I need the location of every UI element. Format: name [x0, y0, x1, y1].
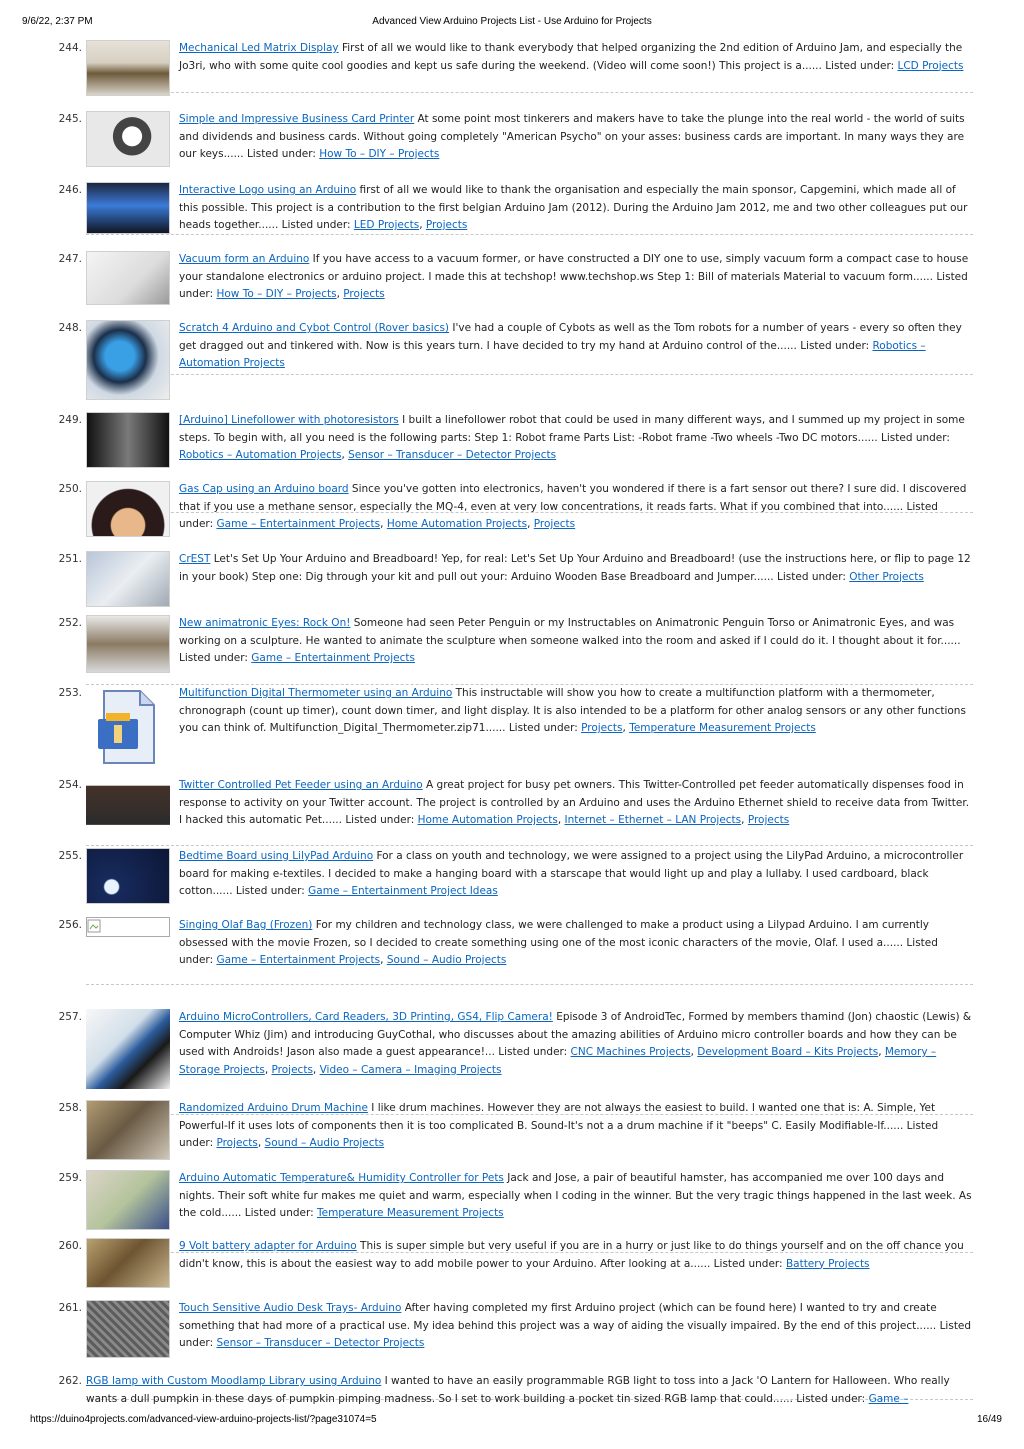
item-text: Interactive Logo using an Arduino first of all we would like to thank the organisation and especially the main sponsor, Capgemini, which made all of this possible. This project is a contribution to the first belgian Arduino Jam (2012). During the Arduino Jam 2012, me and two other colleagues put our heads together...... Listed under: LED Projects, Projects — [179, 184, 968, 231]
category-link[interactable]: Other Projects — [849, 570, 924, 583]
project-title-link[interactable]: Mechanical Led Matrix Display — [179, 42, 339, 54]
listed-under-label: Listed under: — [777, 570, 846, 583]
project-thumbnail[interactable] — [86, 412, 170, 468]
project-title-link[interactable]: Singing Olaf Bag (Frozen) — [179, 919, 313, 931]
project-title-link[interactable]: New animatronic Eyes: Rock On! — [179, 617, 351, 629]
category-link[interactable]: Battery Projects — [785, 1257, 870, 1270]
project-thumbnail[interactable] — [86, 251, 170, 305]
project-title-link[interactable]: Twitter Controlled Pet Feeder using an Arduino — [179, 779, 423, 791]
category-link[interactable]: How To – DIY – Projects — [319, 148, 440, 160]
category-link[interactable]: CNC Machines Projects — [570, 1046, 691, 1058]
print-url: https://duino4projects.com/advanced-view-arduino-projects-list/?page31074=5 — [30, 1414, 377, 1425]
project-title-link[interactable]: Touch Sensitive Audio Desk Trays- Arduino — [179, 1302, 402, 1314]
project-thumbnail[interactable] — [86, 917, 170, 937]
item-text: Randomized Arduino Drum Machine I like drum machines. However they are not always the easiest to build. I wanted one that is: A. Simple, Yet Powerful-If it uses lots of components then it is too complicated B. Sound-It's not a a drum machine if it "beeps" C. Easily Modifiable-If...... Listed under: Projects, Sound – Audio Projects — [179, 1102, 939, 1149]
item-text — [179, 1238, 974, 1273]
item-text — [179, 1170, 974, 1223]
project-thumbnail[interactable] — [86, 551, 170, 607]
item-number: 260. — [58, 1240, 82, 1252]
print-datetime: 9/6/22, 2:37 PM — [22, 16, 93, 27]
item-text — [179, 40, 974, 75]
project-thumbnail[interactable] — [86, 1100, 170, 1160]
category-link[interactable]: Game – — [868, 1392, 909, 1405]
project-thumbnail[interactable] — [86, 182, 170, 234]
listed-under-label: Listed under: — [345, 814, 415, 826]
project-description: For a class on youth and technology, we were assigned to a project using the LilyPad Arduino, a microcontroller board for making e-textiles. I decided to make a hanging board with a starscape that would light up and play a lullaby. I used cardboard, black cotton...... — [179, 850, 964, 897]
category-link[interactable]: Projects — [271, 1063, 313, 1076]
item-number: 258. — [58, 1102, 82, 1114]
listed-under-label: Listed under: — [796, 1392, 866, 1405]
listed-under-label: Listed under: — [246, 148, 316, 160]
category-link[interactable]: Robotics – Automation Projects — [179, 339, 926, 369]
item-text — [179, 111, 974, 164]
project-thumbnail[interactable] — [86, 111, 170, 167]
item-text — [179, 1300, 974, 1353]
project-description: Someone had seen Peter Penguin or my Instructables on Animatronic Penguin Torso or Animatronic Eyes, and was working on a sculpture. He wanted to animate the sculpture when someone walked into the room and asked if I could do it. I thought about it for...... — [179, 617, 961, 647]
listed-under-label: Listed under: — [244, 1207, 314, 1219]
row-separator — [86, 92, 973, 93]
project-description: I've had a couple of Cybots as well as the Tom robots for a number of years - every so often they get dragged out and tinkered with. Now is this years turn. I have decided to try my hand at Arduino control of the...... — [179, 322, 962, 352]
category-link[interactable]: Projects — [343, 288, 385, 300]
project-title-link[interactable]: Multifunction Digital Thermometer using an Arduino — [179, 687, 453, 699]
listed-under-label: Listed under: — [179, 1119, 939, 1149]
item-number: 250. — [58, 483, 82, 495]
item-number: 251. — [58, 553, 82, 565]
project-title-link[interactable]: CrEST — [179, 553, 211, 565]
item-number: 262. — [58, 1375, 82, 1387]
item-text: [Arduino] Linefollower with photoresistors I built a linefollower robot that could be used in many different ways, and I summed up my project in some steps. To begin with, all you need is the following parts: Step 1: Robot frame Parts List: -Robot frame -Two wheels -Two DC motors...... Listed under: Robotics – Automation Projects, Sensor – Transducer – Detector Projects — [179, 414, 965, 461]
project-thumbnail[interactable] — [86, 40, 170, 96]
listed-under-label: Listed under: — [179, 1319, 972, 1349]
zip-file-icon — [96, 689, 160, 765]
item-text: Singing Olaf Bag (Frozen) For my children and technology class, we were challenged to make a product using a Lilypad Arduino. I am currently obsessed with the movie Frozen, so I decided to create something using one of the most iconic characters of the movie, Olaf. I used a...... Listed under: Game – Entertainment Projects, Sound – Audio Projects — [179, 919, 938, 966]
item-number: 248. — [58, 322, 82, 334]
item-text: Gas Cap using an Arduino board Since you've gotten into electronics, haven't you wondered if there is a fart sensor out there? I sure did. I discovered that if you use a methane sensor, especially the MQ-4, even at very low concentrations, it reads farts. What if you combined that into...... Listed under: Game – Entertainment Projects, Home Automation Projects, Projects — [179, 483, 967, 530]
category-link[interactable]: Sound – Audio Projects — [386, 954, 507, 966]
item-number: 261. — [58, 1302, 82, 1314]
project-title-link[interactable]: 9 Volt battery adapter for Arduino — [179, 1240, 357, 1252]
item-number: 246. — [58, 184, 82, 196]
project-description: first of all we would like to thank the organisation and especially the main sponsor, Capgemini, which made all of this possible. This project is a contribution to the first belgian Arduino Jam (2012). During the Arduino Jam 2012, me and two other colleagues put our heads together...... — [179, 184, 968, 231]
category-link[interactable]: Memory – Storage Projects — [179, 1046, 937, 1076]
project-description: Let's Set Up Your Arduino and Breadboard! Yep, for real: Let's Set Up Your Arduino and Breadboard! (use the instructions here, or flip to page 12 in your book) Step one: Dig through your kit and pull out your: Arduino Wooden Base Breadboard and Jumper...... — [179, 553, 971, 583]
category-link[interactable]: Game – Entertainment Projects — [216, 518, 381, 530]
category-link[interactable]: How To – DIY – Projects — [216, 288, 337, 300]
category-link[interactable]: LED Projects — [353, 219, 420, 231]
project-description: After having completed my first Arduino project (which can be found here) I wanted to try and create something that had more of a practical use. My idea behind this project was a way of aiding the visually impaired. By the end of this project...... — [179, 1302, 940, 1332]
listed-under-label: Listed under: — [179, 652, 248, 664]
listed-under-label: Listed under: — [281, 219, 351, 231]
item-number: 247. — [58, 253, 82, 265]
category-link[interactable]: Sound – Audio Projects — [264, 1137, 385, 1149]
project-description: I like drum machines. However they are not always the easiest to build. I wanted one that is: A. Simple, Yet Powerful-If it uses lots of components then it is too complicated B. Sound-It's not a a drum machine if it "beeps" C. Easily Modifiable-If...... — [179, 1102, 936, 1132]
category-link[interactable]: Robotics – Automation Projects — [179, 449, 342, 461]
project-title-link[interactable]: Scratch 4 Arduino and Cybot Control (Rover basics) — [179, 322, 450, 334]
listed-under-label: Listed under: — [179, 500, 938, 530]
item-text: Multifunction Digital Thermometer using an Arduino This instructable will show you how to create a multifunction platform with a thermometer, chronograph (count up timer), count down timer, and light display. It is also intended to be a platform for other analog sensors or any other functions you can think of. Multifunction_Digital_Thermometer.zip71...... Listed under: Projects, Temperature Measurement Projects — [179, 687, 966, 734]
print-footer — [30, 1414, 1002, 1428]
item-text: Arduino MicroControllers, Card Readers, 3D Printing, GS4, Flip Camera! Episode 3 of AndroidTec, Formed by members thamind (Jon) chaostic (Lewis) & Computer Whiz (Jim) and introducing GuyCothal, who discusses about the amazing abilities of Arduino micro controller boards and how they can be used with Androids! Jason also made a guest appearance!... Listed under: CNC Machines Projects, Development Board – Kits Projects, Memory – Storage Projects, Projects, Video – Camera – Imaging Projects — [179, 1011, 972, 1076]
item-number: 253. — [58, 687, 82, 699]
listed-under-label: Listed under: — [825, 59, 895, 72]
category-link[interactable]: Internet – Ethernet – LAN Projects — [564, 814, 742, 826]
item-number: 259. — [58, 1172, 82, 1184]
category-link[interactable]: LCD Projects — [897, 59, 964, 72]
project-thumbnail[interactable] — [86, 1300, 170, 1358]
category-link[interactable]: Sensor – Transducer – Detector Projects — [348, 449, 557, 461]
listed-under-label: Listed under: — [800, 339, 870, 352]
project-description: First of all we would like to thank everybody that helped organizing the 2nd edition of Arduino Jam, and especially the Jo3ri, who with some quite cool goodies and kept us safe during the weekend. (Video will come soon!) This project is a...... — [179, 42, 963, 72]
broken-image-icon — [87, 919, 101, 933]
project-title-link[interactable]: [Arduino] Linefollower with photoresistors — [179, 414, 399, 426]
project-description: I wanted to have an easily programmable RGB light to toss into a Jack 'O Lantern for Halloween. Who really wants a dull pumpkin in these days of pumpkin pimping madness. So I set to work building a pocket tin sized RGB lamp that could...... — [86, 1375, 950, 1405]
category-link[interactable]: Video – Camera – Imaging Projects — [319, 1063, 502, 1076]
category-link[interactable]: Home Automation Projects — [386, 518, 528, 530]
project-title-link[interactable]: Arduino Automatic Temperature& Humidity Controller for Pets — [179, 1172, 504, 1184]
listed-under-label: Listed under: — [498, 1046, 568, 1058]
print-page-title: Advanced View Arduino Projects List - Use Arduino for Projects — [372, 16, 652, 27]
project-description: Jack and Jose, a pair of beautiful hamster, has accompanied me over 100 days and nights. Their soft white fur makes me quiet and warm, especially when I coding in the winner. But the very tragic things happened in the last week. As the cold...... — [179, 1172, 972, 1219]
project-thumbnail[interactable] — [86, 481, 170, 537]
project-thumbnail[interactable] — [86, 1009, 170, 1089]
project-description: If you have access to a vacuum former, or have constructed a DIY one to use, simply vacuum form a compact case to house your standalone electronics or arduino project. I made this at techshop! www.techshop.ws Step 1: Bill of materials Material to vacuum form...... — [179, 253, 969, 283]
project-title-link[interactable]: Interactive Logo using an Arduino — [179, 184, 357, 196]
item-number: 256. — [58, 919, 82, 931]
category-link[interactable]: Temperature Measurement Projects — [629, 722, 816, 734]
print-page-number: 16/49 — [976, 1414, 1002, 1425]
category-link[interactable]: Game – Entertainment Projects — [216, 954, 381, 966]
project-title-link[interactable]: Simple and Impressive Business Card Printer — [179, 113, 415, 125]
project-title-link[interactable]: Bedtime Board using LilyPad Arduino — [179, 850, 374, 862]
project-thumbnail[interactable] — [86, 320, 170, 400]
project-description: Since you've gotten into electronics, haven't you wondered if there is a fart sensor out there? I sure did. I discovered that if you use a methane sensor, especially the MQ-4, even at very low concentrations, it reads farts. What if you combined that into...... — [179, 483, 967, 513]
listed-under-label: Listed under: — [179, 270, 968, 300]
category-link[interactable]: Game – Entertainment Projects — [251, 652, 415, 664]
project-description: This instructable will show you how to create a multifunction platform with a thermometer, chronograph (count up timer), count down timer, and light display. It is also intended to be a platform for other analog sensors or any other functions you can think of. Multifunction_Digital_Thermometer.zip71...... — [179, 687, 966, 734]
item-text — [179, 320, 974, 373]
listed-under-label: Listed under: — [881, 431, 950, 444]
project-thumbnail[interactable] — [86, 1238, 170, 1288]
item-text — [179, 848, 974, 901]
project-description: At some point most tinkerers and makers have to take the plunge into the real world - the world of suits and dividends and business cards. Without going completely "American Psycho" on your asses: business cards are important. In many ways they are our keys...... — [179, 113, 965, 160]
row-separator — [86, 845, 973, 846]
item-number: 255. — [58, 850, 82, 862]
category-link[interactable]: Development Board – Kits Projects — [697, 1046, 879, 1058]
project-title-link[interactable]: Gas Cap using an Arduino board — [179, 483, 349, 495]
project-list — [0, 37, 1024, 1405]
item-number: 254. — [58, 779, 82, 791]
project-thumbnail[interactable] — [86, 615, 170, 673]
category-link[interactable]: Game – Entertainment Project Ideas — [308, 885, 498, 897]
project-thumbnail[interactable] — [86, 1170, 170, 1230]
category-link[interactable]: Projects — [425, 219, 468, 231]
category-link[interactable]: Projects — [747, 814, 790, 826]
row-separator — [86, 984, 973, 985]
item-number: 252. — [58, 617, 82, 629]
row-separator — [86, 374, 973, 375]
category-link[interactable]: Sensor – Transducer – Detector Projects — [216, 1337, 425, 1349]
project-thumbnail[interactable] — [86, 685, 170, 765]
listed-under-label: Listed under: — [179, 936, 938, 966]
listed-under-label: Listed under: — [508, 722, 578, 734]
project-description: For my children and technology class, we were challenged to make a product using a Lilypad Arduino. I am currently obsessed with the movie Frozen, so I decided to create something using one of the most iconic characters of the movie, Olaf. I used a...... — [179, 919, 930, 949]
project-description: I built a linefollower robot that could be used in many different ways, and I summed up my project in some steps. To begin with, all you need is the following parts: Step 1: Robot frame Parts List: -Robot frame -Two wheels -Two DC motors...... — [179, 414, 965, 444]
item-number: 249. — [58, 414, 82, 426]
project-description: Episode 3 of AndroidTec, Formed by members thamind (Jon) chaostic (Lewis) & Computer Whiz (Jim) and introducing GuyCothal, who discusses about the amazing abilities of Arduino micro controller boards and how they can be used with Androids! Jason also made a guest appearance!... — [179, 1011, 972, 1058]
category-link[interactable]: Home Automation Projects — [417, 814, 558, 826]
item-text — [179, 551, 974, 586]
listed-under-label: Listed under: — [713, 1257, 783, 1270]
listed-under-label: Listed under: — [235, 885, 305, 897]
category-link[interactable]: Projects — [581, 722, 623, 734]
project-title-link[interactable]: Randomized Arduino Drum Machine — [179, 1102, 368, 1114]
category-link[interactable]: Projects — [216, 1137, 258, 1149]
category-link[interactable]: Projects — [533, 518, 576, 530]
project-thumbnail[interactable] — [86, 848, 170, 904]
item-text — [86, 1373, 974, 1405]
project-title-link[interactable]: Arduino MicroControllers, Card Readers, 3D Printing, GS4, Flip Camera! — [179, 1011, 553, 1023]
item-text: Twitter Controlled Pet Feeder using an Arduino A great project for busy pet owners. This Twitter-Controlled pet feeder automatically dispenses food in response to activity on your Twitter account. The project is controlled by an Arduino and uses the Arduino Ethernet shield to receive data from Twitter. I hacked this automatic Pet...... Listed under: Home Automation Projects, Internet – Ethernet – LAN Projects, Projects — [179, 779, 970, 826]
project-title-link[interactable]: Vacuum form an Arduino — [179, 253, 310, 265]
project-thumbnail[interactable] — [86, 777, 170, 833]
item-number: 257. — [58, 1011, 82, 1023]
item-text: Vacuum form an Arduino If you have access to a vacuum former, or have constructed a DIY one to use, simply vacuum form a compact case to house your standalone electronics or arduino project. I made this at techshop! www.techshop.ws Step 1: Bill of materials Material to vacuum form...... Listed under: How To – DIY – Projects, Projects — [179, 253, 969, 300]
item-number: 245. — [58, 113, 82, 125]
item-text — [179, 615, 974, 668]
project-description: This is super simple but very useful if you are in a hurry or just like to do things yourself and on the off chance you didn't know, this is about the easiest way to add mobile power to your Arduino. After looking at a...... — [179, 1240, 964, 1270]
category-link[interactable]: Temperature Measurement Projects — [316, 1207, 504, 1219]
project-title-link[interactable]: RGB lamp with Custom Moodlamp Library using Arduino — [86, 1375, 382, 1387]
project-description: A great project for busy pet owners. This Twitter-Controlled pet feeder automatically dispenses food in response to activity on your Twitter account. The project is controlled by an Arduino and uses the Arduino Ethernet shield to receive data from Twitter. I hacked this automatic Pet...... — [179, 779, 970, 826]
print-header — [22, 16, 1002, 30]
item-number: 244. — [58, 42, 82, 54]
